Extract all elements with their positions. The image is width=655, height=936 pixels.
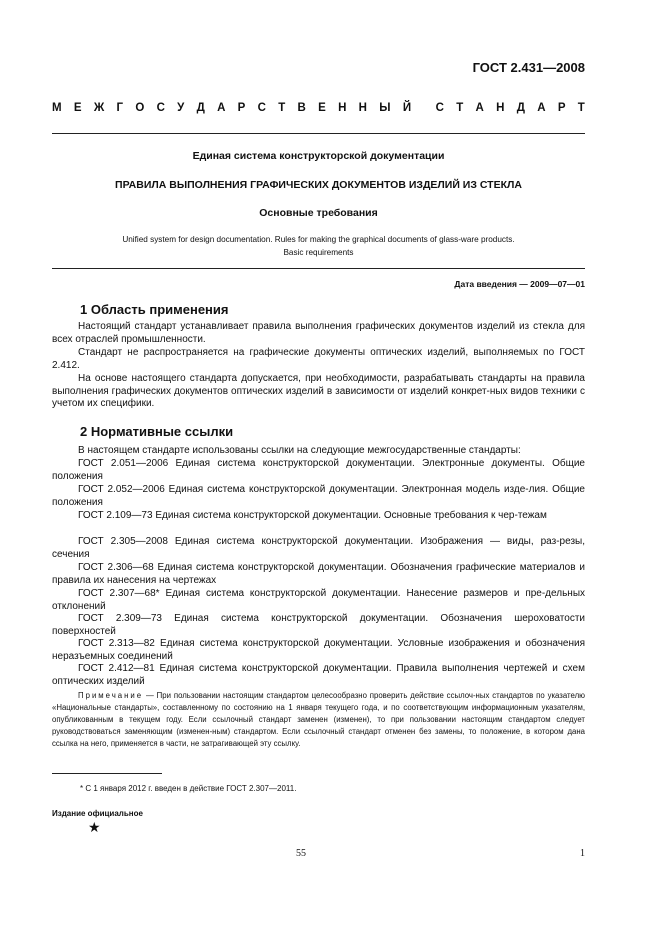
banner-letter: С — [257, 102, 266, 114]
normative-reference — [52, 613, 585, 638]
system-title: Единая система конструкторской документации — [192, 150, 445, 162]
footnote-divider — [52, 773, 162, 774]
section-2-heading: 2 Нормативные ссылки — [80, 424, 234, 439]
reference-text: ГОСТ 2.309—73 Единая система конструкторской документации. Обозначения шероховатости поверхностей — [52, 613, 585, 637]
title-divider — [52, 268, 585, 269]
reference-text: ГОСТ 2.051—2006 Единая система конструкторской документации. Электронные документы. Общие положения — [52, 458, 585, 482]
banner-letter: Т — [577, 102, 585, 114]
section-2-intro — [52, 445, 585, 458]
interstate-standard-banner — [52, 102, 585, 114]
note-text: — При пользовании настоящим стандартом целесообразно проверить действие ссылоч-ных стандартов по указателю «Национальные стандарты», составленному по состоянию на 1 января текущего года, и по соответствующим информационным указателям, опубликованным в текущем году. Если ссылочный стандарт заменен (изменен), то при пользовании настоящим стандартом следует руководствоваться заменяющим (изменен-ным) стандартом. Если ссылочный стандарт отменен без замены, то положение, в котором дана ссылка на него, применяется в части, не затрагивающей эту ссылку. — [52, 691, 585, 748]
reference-text: ГОСТ 2.306—68 Единая система конструкторской документации. Обозначения графические материалов и правила их нанесения на чертежах — [52, 562, 585, 586]
reference-text: ГОСТ 2.307—68* Единая система конструкторской документации. Нанесение размеров и пре-дельных отклонений — [52, 588, 585, 612]
banner-letter: А — [475, 102, 484, 114]
section-1-heading: 1 Область применения — [80, 302, 229, 317]
section-1-paragraph — [52, 373, 585, 411]
banner-letter: В — [297, 102, 306, 114]
banner-letter: Т — [456, 102, 464, 114]
banner-letter: Д — [516, 102, 525, 114]
document-number: ГОСТ 2.431—2008 — [472, 60, 585, 75]
normative-reference — [52, 638, 585, 663]
banner-letter: Т — [278, 102, 286, 114]
paragraph-text: В настоящем стандарте использованы ссылки на следующие межгосударственные стандарты: — [78, 445, 521, 456]
document-subtitle: Основные требования — [259, 207, 378, 219]
normative-reference — [52, 536, 585, 561]
note-block — [52, 690, 585, 750]
banner-letter: С — [435, 102, 444, 114]
star-icon: ★ — [88, 819, 101, 835]
paragraph-text: На основе настоящего стандарта допускается, при необходимости, разрабатывать стандарты на правила выполнения графических документов оптических изделий в зависимости от изделий конкрет-ных видов техники с учетом их специфики. — [52, 373, 585, 410]
banner-letter: Й — [402, 102, 412, 114]
introduction-date: Дата введения — 2009—07—01 — [454, 279, 585, 289]
normative-reference — [52, 663, 585, 688]
normative-reference — [52, 562, 585, 587]
paragraph-text: Настоящий стандарт устанавливает правила выполнения графических документов изделий из стекла для всех отраслей промышленности. — [52, 321, 585, 345]
banner-letter: Н — [358, 102, 367, 114]
official-edition-label: Издание официальное — [52, 809, 143, 818]
banner-letter: А — [217, 102, 226, 114]
page-number-right: 1 — [580, 848, 585, 859]
reference-text: ГОСТ 2.052—2006 Единая система конструкторской документации. Электронная модель изде-лия. Общие положения — [52, 484, 585, 508]
banner-letter: А — [537, 102, 546, 114]
banner-letter: Е — [73, 102, 82, 114]
english-title-line-2: Basic requirements — [283, 248, 354, 257]
normative-reference — [52, 458, 585, 483]
reference-text: ГОСТ 2.313—82 Единая система конструкторской документации. Условные изображения и обозначения неразъемных соединений — [52, 638, 585, 662]
banner-letter: Н — [496, 102, 505, 114]
banner-letter: Р — [237, 102, 246, 114]
english-title-line-1: Unified system for design documentation. Rules for making the graphical documents of glass-ware products. — [122, 235, 515, 244]
section-1-paragraph — [52, 347, 585, 372]
normative-reference — [52, 510, 585, 523]
banner-letter: Г — [116, 102, 124, 114]
paragraph-text: Стандарт не распространяется на графические документы оптических изделий, выполняемых по ГОСТ 2.412. — [52, 347, 585, 371]
banner-letter: Р — [557, 102, 566, 114]
reference-text: ГОСТ 2.412—81 Единая система конструкторской документации. Правила выполнения чертежей и схем оптических изделий — [52, 663, 585, 687]
normative-reference — [52, 588, 585, 613]
banner-letter: Ж — [93, 102, 105, 114]
banner-letter: М — [52, 102, 62, 114]
note-label: Примечание — [78, 691, 144, 700]
reference-text: ГОСТ 2.305—2008 Единая система конструкторской документации. Изображения — виды, раз-резы, сечения — [52, 536, 585, 560]
banner-letter: Е — [318, 102, 326, 114]
english-title — [52, 233, 585, 259]
normative-reference — [52, 484, 585, 509]
page-number-center: 55 — [296, 848, 306, 859]
section-1-paragraph — [52, 321, 585, 346]
banner-letter: Д — [196, 102, 205, 114]
reference-text: ГОСТ 2.109—73 Единая система конструкторской документации. Основные требования к чер-тежам — [78, 510, 547, 521]
document-title: ПРАВИЛА ВЫПОЛНЕНИЯ ГРАФИЧЕСКИХ ДОКУМЕНТОВ ИЗДЕЛИЙ ИЗ СТЕКЛА — [115, 179, 522, 191]
banner-letter: У — [177, 102, 185, 114]
banner-letter: О — [135, 102, 145, 114]
banner-letter: Ы — [379, 102, 391, 114]
banner-letter: Н — [338, 102, 347, 114]
banner-letter: С — [156, 102, 165, 114]
top-divider — [52, 133, 585, 134]
footnote: * С 1 января 2012 г. введен в действие ГОСТ 2.307—2011. — [80, 784, 297, 793]
